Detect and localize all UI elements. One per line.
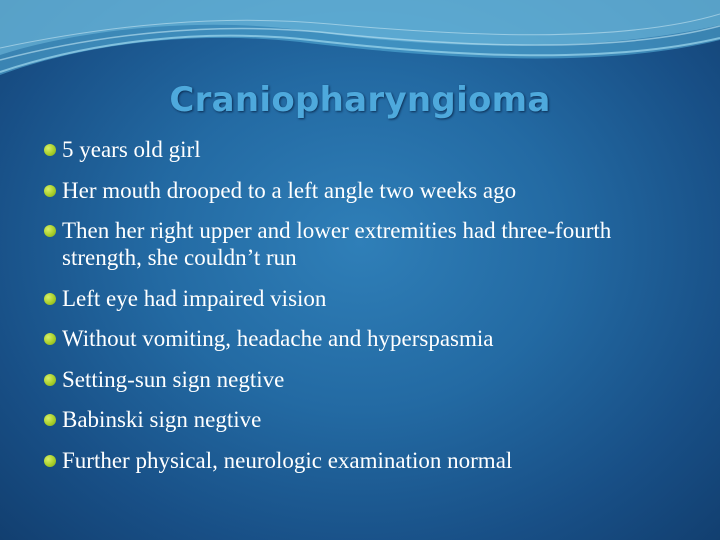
bullet-text: Babinski sign negtive: [62, 407, 262, 432]
bullet-item-vision: [44, 285, 694, 312]
bullet-dot-icon: [44, 414, 56, 426]
bullet-dot-icon: [44, 455, 56, 467]
bullet-dot-icon: [44, 225, 56, 237]
bullet-text: Left eye had impaired vision: [62, 285, 327, 311]
bullet-text: Setting-sun sign negtive: [62, 366, 285, 392]
bullet-dot-icon: [44, 333, 56, 345]
bullet-dot-icon: [44, 293, 56, 305]
bullet-item-babinski: [44, 406, 694, 433]
bullet-item-age: [44, 136, 694, 163]
bullet-item-setting-sun: [44, 366, 694, 393]
bullet-text: Then her right upper and lower extremities had three-fourth strength, she couldn’t run: [62, 218, 612, 270]
bullet-text: Without vomiting, headache and hyperspasmia: [62, 326, 494, 351]
bullet-item-mouth: [44, 177, 694, 204]
bullet-dot-icon: [44, 185, 56, 197]
bullet-item-symptoms: [44, 325, 694, 352]
bullet-dot-icon: [44, 144, 56, 156]
bullet-text: Her mouth drooped to a left angle two weeks ago: [62, 177, 517, 203]
bullet-item-examination: [44, 447, 694, 474]
bullet-dot-icon: [44, 374, 56, 386]
slide-title: Craniopharyngioma: [169, 80, 551, 120]
bullet-item-extremities: [44, 217, 694, 271]
bullet-list: [44, 136, 694, 487]
bullet-text: 5 years old girl: [62, 137, 201, 162]
bullet-text: Further physical, neurologic examination normal: [62, 447, 513, 473]
